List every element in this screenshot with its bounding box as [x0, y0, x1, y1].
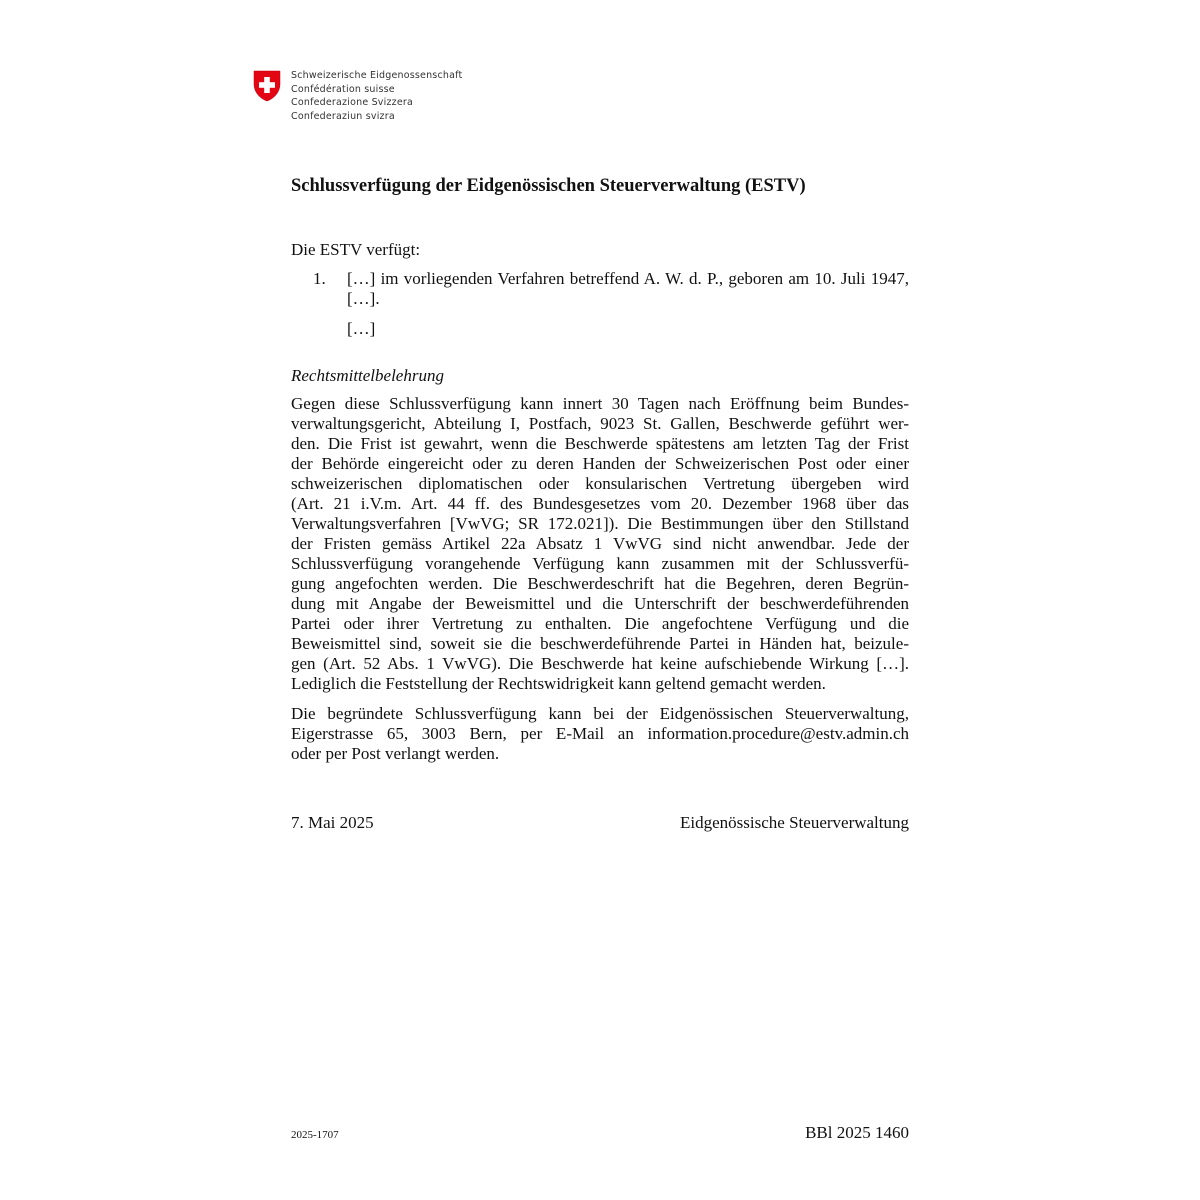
paragraph-line: oder per Post verlangt werden. — [291, 744, 500, 763]
footer-publication: BBl 2025 1460 — [805, 1123, 909, 1142]
issuing-authority: Eidgenössische Steuerverwaltung — [680, 813, 909, 832]
request-paragraph — [291, 704, 909, 764]
agency-name-rm: Confederaziun svizra — [291, 110, 395, 122]
agency-name-fr: Confédération suisse — [291, 83, 395, 95]
signature-row — [291, 813, 909, 833]
swiss-coat-of-arms-icon — [253, 70, 281, 102]
list-item — [291, 269, 909, 309]
paragraph-line: der Behörde eingereicht oder zu deren Handen der Schweizerischen Post oder einer — [291, 454, 909, 473]
paragraph-line: Schlussverfügung vorangehende Verfügung kann zusammen mit der Schlussverfü- — [291, 554, 909, 573]
list-item-text: […] im vorliegenden Verfahren betreffend A. W. d. P., geboren am 10. Juli 1947, […]. — [347, 269, 909, 308]
paragraph-line: Gegen diese Schlussverfügung kann innert 30 Tagen nach Eröffnung beim Bundes- — [291, 394, 909, 413]
document-date: 7. Mai 2025 — [291, 813, 374, 832]
agency-names — [291, 69, 462, 123]
paragraph-line: Lediglich die Feststellung der Rechtswidrigkeit kann geltend gemacht werden. — [291, 674, 826, 693]
paragraph-line: den. Die Frist ist gewahrt, wenn die Beschwerde spätestens am letzten Tag der Frist — [291, 434, 909, 453]
footer-reference: 2025-1707 — [291, 1129, 339, 1141]
paragraph-line: Eigerstrasse 65, 3003 Bern, per E-Mail an information.procedure@estv.admin.ch — [291, 724, 909, 743]
paragraph-line: gen (Art. 52 Abs. 1 VwVG). Die Beschwerde hat keine aufschiebende Wirkung […]. — [291, 654, 909, 673]
paragraph-line: der Fristen gemäss Artikel 22a Absatz 1 VwVG sind nicht anwendbar. Jede der — [291, 534, 909, 553]
list-item-number: 1. — [313, 269, 326, 288]
paragraph-line: (Art. 21 i.V.m. Art. 44 ff. des Bundesgesetzes vom 20. Dezember 1968 über das — [291, 494, 909, 513]
paragraph-line: Beweismittel sind, soweit sie die beschwerdeführende Partei in Händen hat, beizule- — [291, 634, 909, 653]
list-item-continuation: […] — [347, 319, 376, 338]
paragraph-line: schweizerischen diplomatischen oder konsularischen Vertretung übergeben wird — [291, 474, 909, 493]
paragraph-line: verwaltungsgericht, Abteilung I, Postfach, 9023 St. Gallen, Beschwerde geführt wer- — [291, 414, 909, 433]
document-header — [253, 69, 462, 123]
decision-list — [291, 269, 909, 339]
paragraph-line: dung mit Angabe der Beweismittel und die Unterschrift der beschwerdeführenden — [291, 594, 909, 613]
paragraph-line: Die begründete Schlussverfügung kann bei der Eidgenössischen Steuerverwaltung, — [291, 704, 909, 723]
document-title: Schlussverfügung der Eidgenössischen Steuerverwaltung (ESTV) — [291, 176, 806, 196]
section-heading: Rechtsmittelbelehrung — [291, 366, 444, 385]
paragraph-line: Verwaltungsverfahren [VwVG; SR 172.021]). Die Bestimmungen über den Stillstand — [291, 514, 909, 533]
lead-text: Die ESTV verfügt: — [291, 240, 421, 259]
agency-name-de: Schweizerische Eidgenossenschaft — [291, 70, 463, 81]
paragraph-line: gung angefochten werden. Die Beschwerdeschrift hat die Begehren, deren Begrün- — [291, 574, 909, 593]
paragraph-line: Partei oder ihrer Vertretung zu enthalten. Die angefochtene Verfügung und die — [291, 614, 909, 633]
agency-name-it: Confederazione Svizzera — [291, 97, 414, 108]
legal-remedy-paragraph — [291, 394, 909, 694]
